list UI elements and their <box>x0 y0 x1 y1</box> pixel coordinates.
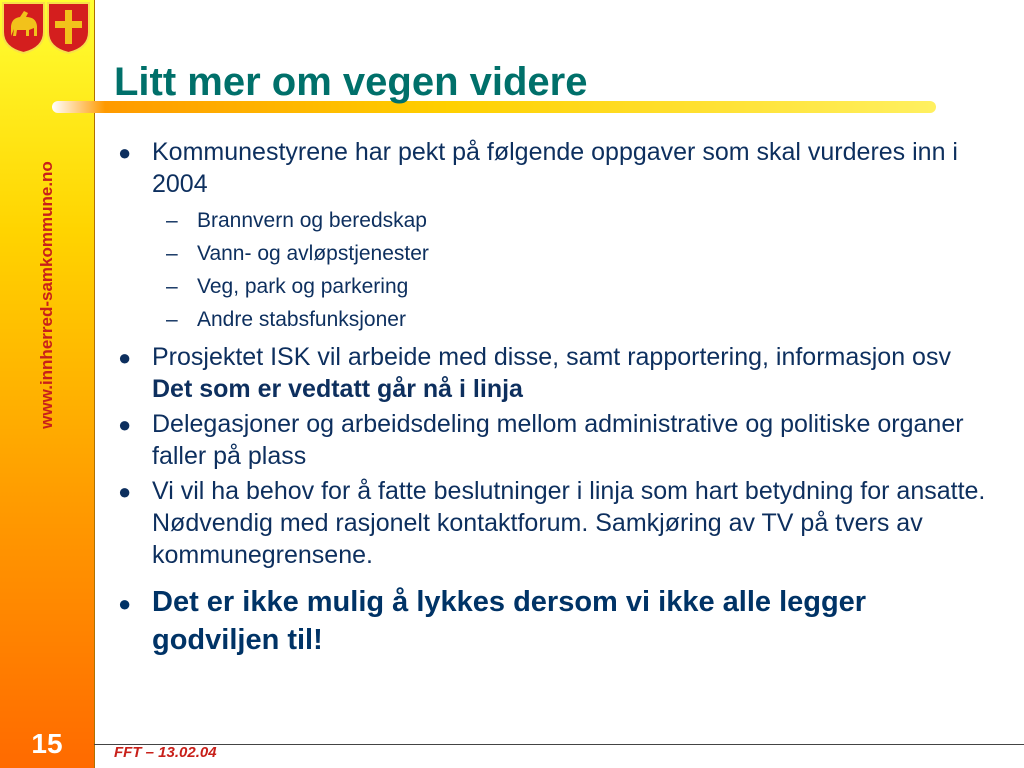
sidebar <box>0 0 95 768</box>
bullet-bold-text: Det som er vedtatt går nå i linja <box>152 375 523 403</box>
cross-coat-of-arms-logo <box>47 2 90 54</box>
sub-item <box>118 308 998 332</box>
website-url: www.innherred-samkommune.no <box>37 161 56 429</box>
bullet-text: Det er ikke mulig å lykkes dersom vi ikke alle legger godviljen til! <box>152 586 867 656</box>
sub-item <box>118 275 998 299</box>
sub-item-text: Andre stabsfunksjoner <box>197 308 406 331</box>
dash-icon: – <box>166 308 178 331</box>
dash-icon: – <box>166 275 178 298</box>
bullet-icon: ● <box>118 479 132 504</box>
page-number: 15 <box>31 728 63 759</box>
sub-item-text: Veg, park og parkering <box>197 275 409 298</box>
bullet-item <box>118 341 998 405</box>
horse-coat-of-arms-logo <box>2 2 45 54</box>
sub-item-text: Vann- og avløpstjenester <box>197 242 429 265</box>
dash-icon: – <box>166 242 178 265</box>
bullet-text: Prosjektet ISK vil arbeide med disse, samt rapportering, informasjon osv <box>152 343 951 371</box>
bullet-text: Vi vil ha behov for å fatte beslutninger i linja som hart betydning for ansatte. Nødvendig med rasjonelt kontaktforum. Samkjøring av TV på tvers av kommunegrensene. <box>152 477 986 569</box>
bullet-icon: ● <box>118 345 132 370</box>
sub-item <box>118 242 998 266</box>
bullet-item <box>118 408 998 472</box>
bullet-icon: ● <box>118 412 132 437</box>
bullet-item <box>118 475 998 571</box>
bullet-icon: ● <box>118 140 132 165</box>
bullet-icon: ● <box>118 591 132 616</box>
bullet-text: Delegasjoner og arbeidsdeling mellom administrative og politiske organer faller på plass <box>152 410 964 470</box>
bullet-text: Kommunestyrene har pekt på følgende oppgaver som skal vurderes inn i 2004 <box>152 138 958 198</box>
footer-text: FFT – 13.02.04 <box>114 744 217 761</box>
slide-content <box>118 136 998 662</box>
bullet-item <box>118 136 998 200</box>
sub-item <box>118 209 998 233</box>
dash-icon: – <box>166 209 178 232</box>
slide-title: Litt mer om vegen videre <box>114 60 588 104</box>
footer-divider <box>94 744 1024 745</box>
bullet-item-emphasis <box>118 583 998 659</box>
sub-item-text: Brannvern og beredskap <box>197 209 427 232</box>
